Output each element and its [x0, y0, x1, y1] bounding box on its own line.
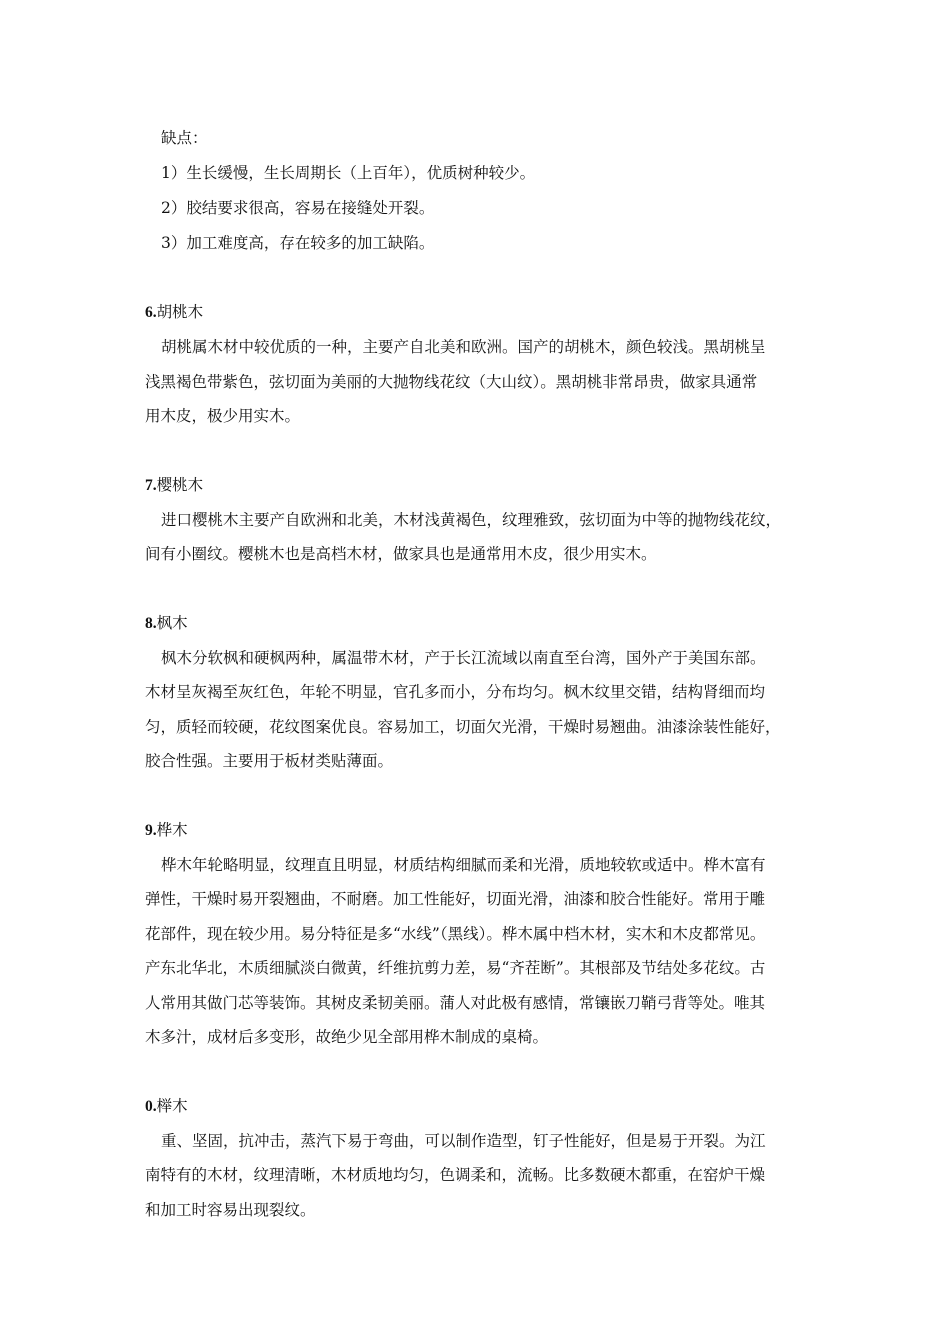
section-heading-maple: [145, 613, 815, 634]
section-number: 7.: [145, 477, 157, 494]
cons-item-2: 2）胶结要求很高，容易在接缝处开裂。: [161, 199, 435, 217]
paragraph-line: 南特有的木材，纹理清晰，木材质地均匀，色调柔和，流畅。比多数硬木都重，在窑炉干燥: [145, 1166, 766, 1184]
paragraph-line: 间有小圈纹。樱桃木也是高档木材，做家具也是通常用木皮，很少用实木。: [145, 545, 657, 563]
paragraph-line: 枫木分软枫和硬枫两种，属温带木材，产于长江流域以南直至台湾，国外产于美国东部。: [161, 649, 766, 667]
cons-item-3: 3）加工难度高，存在较多的加工缺陷。: [161, 234, 435, 252]
section-name: 桦木: [156, 821, 188, 839]
cons-title: 缺点：: [161, 129, 208, 147]
paragraph-line: 弹性，干燥时易开裂翘曲，不耐磨。加工性能好，切面光滑，油漆和胶合性能好。常用于雕: [145, 890, 766, 908]
paragraph-line: 进口樱桃木主要产自欧洲和北美，木材浅黄褐色，纹理雅致，弦切面为中等的抛物线花纹，: [161, 511, 782, 529]
section-number: 6.: [145, 304, 157, 321]
section-name: 胡桃木: [156, 303, 204, 321]
section-number: 9.: [145, 822, 157, 839]
paragraph-line: 和加工时容易出现裂纹。: [145, 1201, 316, 1219]
paragraph-line: 花部件，现在较少用。易分特征是多“水线”（黑线）。桦木属中档木材，实木和木皮都常见。: [145, 925, 766, 943]
section-name: 枫木: [156, 614, 188, 632]
paragraph-line: 胶合性强。主要用于板材类贴薄面。: [145, 752, 394, 770]
section-heading-cherry: [145, 475, 815, 496]
paragraph-line: 木多汁，成材后多变形，故绝少见全部用桦木制成的桌椅。: [145, 1028, 549, 1046]
paragraph-line: 重、坚固，抗冲击，蒸汽下易于弯曲，可以制作造型，钉子性能好，但是易于开裂。为江: [161, 1132, 766, 1150]
cons-item-1: 1）生长缓慢，生长周期长（上百年），优质树种较少。: [161, 164, 536, 182]
paragraph-line: 产东北华北，木质细腻淡白微黄，纤维抗剪力差，易“齐茬断”。其根部及节结处多花纹。古: [145, 959, 766, 977]
section-heading-birch: [145, 820, 815, 841]
section-number: 0.: [145, 1098, 157, 1115]
section-heading-beech: [145, 1096, 815, 1117]
paragraph-line: 人常用其做门芯等装饰。其树皮柔韧美丽。蒲人对此极有感情，常镶嵌刀鞘弓背等处。唯其: [145, 994, 766, 1012]
section-name: 樱桃木: [156, 476, 204, 494]
paragraph-line: 木材呈灰褐至灰红色，年轮不明显，官孔多而小，分布均匀。枫木纹里交错，结构肾细而均: [145, 683, 766, 701]
paragraph-line: 用木皮，极少用实木。: [145, 407, 301, 425]
paragraph-line: 桦木年轮略明显，纹理直且明显，材质结构细腻而柔和光滑，质地较软或适中。桦木富有: [161, 856, 766, 874]
section-name: 榉木: [156, 1097, 188, 1115]
section-number: 8.: [145, 615, 157, 632]
paragraph-line: 匀，质轻而较硬，花纹图案优良。容易加工，切面欠光滑，干燥时易翘曲。油漆涂装性能好，: [145, 718, 781, 736]
paragraph-line: 胡桃属木材中较优质的一种，主要产自北美和欧洲。国产的胡桃木，颜色较浅。黑胡桃呈: [161, 338, 766, 356]
paragraph-line: 浅黑褐色带紫色，弦切面为美丽的大抛物线花纹（大山纹）。黑胡桃非常昂贵，做家具通常: [145, 373, 758, 391]
section-heading-walnut: [145, 302, 815, 323]
